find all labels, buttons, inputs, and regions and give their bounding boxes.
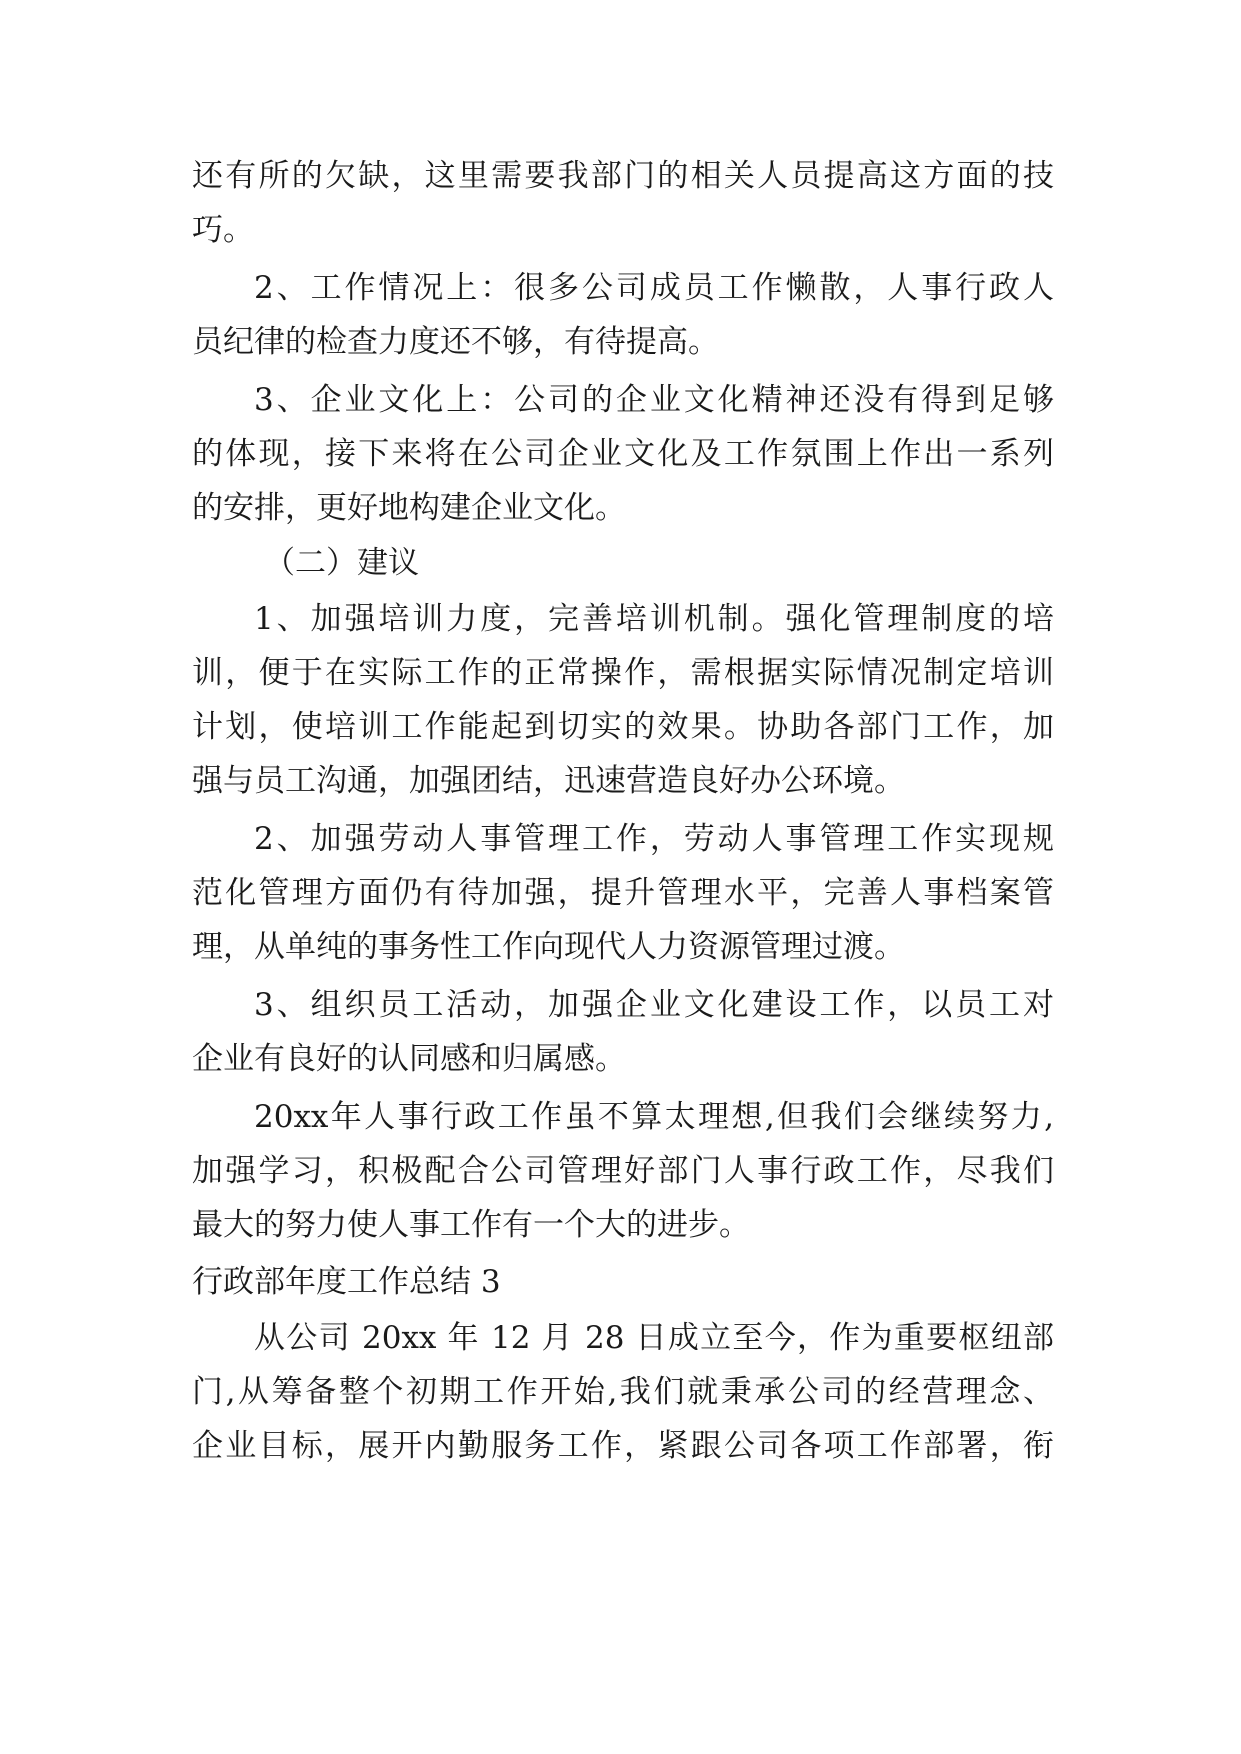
- text-line-19: 加强学习，积极配合公司管理好部门人事行政工作，尽我们: [192, 1153, 1054, 1189]
- text-line-6: 的体现，接下来将在公司企业文化及工作氛围上作出一系列: [192, 436, 1054, 472]
- text-line-5: 3、企业文化上：公司的企业文化精神还没有得到足够: [254, 382, 1054, 418]
- text-line-16: 3、组织员工活动，加强企业文化建设工作，以员工对: [254, 987, 1054, 1023]
- text-line-14: 范化管理方面仍有待加强，提升管理水平，完善人事档案管: [192, 875, 1054, 911]
- text-line-1: 还有所的欠缺，这里需要我部门的相关人员提高这方面的技: [192, 158, 1054, 194]
- text-line-10: 训，便于在实际工作的正常操作，需根据实际情况制定培训: [192, 655, 1054, 691]
- text-line-7: 的安排，更好地构建企业文化。: [192, 490, 626, 526]
- text-line-24: 企业目标，展开内勤服务工作，紧跟公司各项工作部署，衔: [192, 1428, 1054, 1464]
- text-line-13: 2、加强劳动人事管理工作，劳动人事管理工作实现规: [254, 821, 1054, 857]
- text-line-17: 企业有良好的认同感和归属感。: [192, 1041, 626, 1077]
- text-line-11: 计划，使培训工作能起到切实的效果。协助各部门工作，加: [192, 709, 1054, 745]
- text-line-12: 强与员工沟通，加强团结，迅速营造良好办公环境。: [192, 763, 905, 799]
- section-heading-suggestions: （二）建议: [264, 545, 419, 581]
- text-line-4: 员纪律的检查力度还不够，有待提高。: [192, 324, 719, 360]
- text-line-3: 2、工作情况上：很多公司成员工作懒散，人事行政人: [254, 270, 1054, 306]
- text-line-2: 巧。: [192, 212, 254, 248]
- text-line-23: 门,从筹备整个初期工作开始,我们就秉承公司的经营理念、: [192, 1374, 1054, 1410]
- text-line-18: 20xx年人事行政工作虽不算太理想,但我们会继续努力,: [254, 1099, 1054, 1135]
- text-line-22: 从公司 20xx 年 12 月 28 日成立至今，作为重要枢纽部: [254, 1320, 1054, 1356]
- text-line-20: 最大的努力使人事工作有一个大的进步。: [192, 1207, 750, 1243]
- text-line-9: 1、加强培训力度，完善培训机制。强化管理制度的培: [254, 601, 1054, 637]
- text-line-15: 理，从单纯的事务性工作向现代人力资源管理过渡。: [192, 929, 905, 965]
- section-title-summary-3: 行政部年度工作总结 3: [192, 1264, 501, 1300]
